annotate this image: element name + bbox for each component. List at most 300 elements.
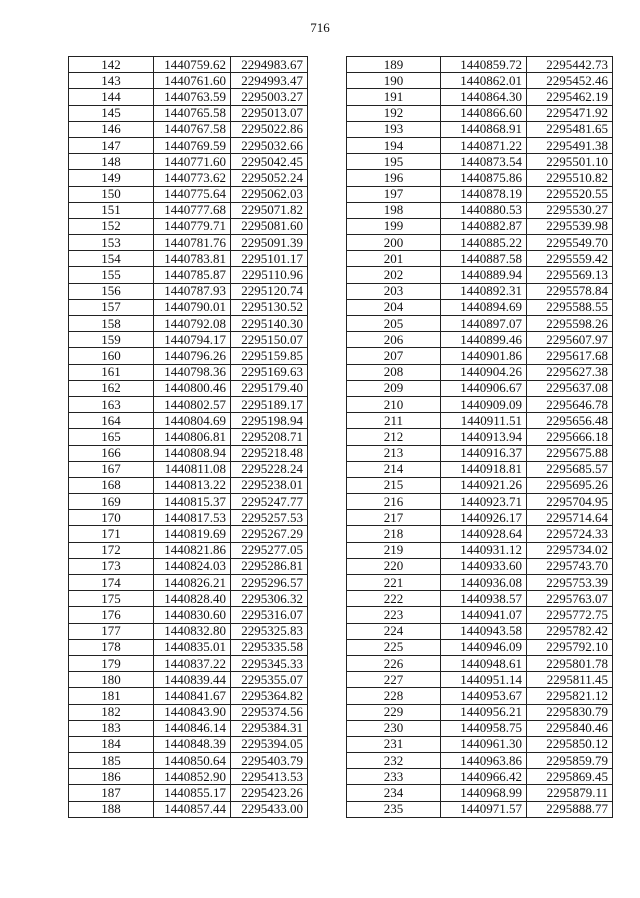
- y-coordinate-cell: 2295859.79: [527, 753, 613, 769]
- table-row: [347, 607, 613, 623]
- x-coordinate-cell: 1440882.87: [441, 218, 527, 234]
- y-coordinate-cell: 2295879.11: [527, 785, 613, 801]
- x-coordinate-cell: 1440792.08: [154, 316, 231, 332]
- x-coordinate-cell: 1440850.64: [154, 753, 231, 769]
- y-coordinate-cell: 2295627.38: [527, 364, 613, 380]
- point-number-cell: 156: [69, 283, 154, 299]
- x-coordinate-cell: 1440767.58: [154, 121, 231, 137]
- x-coordinate-cell: 1440794.17: [154, 332, 231, 348]
- y-coordinate-cell: 2295869.45: [527, 769, 613, 785]
- y-coordinate-cell: 2295471.92: [527, 105, 613, 121]
- point-number-cell: 220: [347, 558, 441, 574]
- y-coordinate-cell: 2295130.52: [231, 299, 308, 315]
- y-coordinate-cell: 2295830.79: [527, 704, 613, 720]
- table-row: [347, 785, 613, 801]
- table-row: [347, 591, 613, 607]
- point-number-cell: 223: [347, 607, 441, 623]
- y-coordinate-cell: 2295840.46: [527, 720, 613, 736]
- table-row: [69, 477, 308, 493]
- y-coordinate-cell: 2295179.40: [231, 380, 308, 396]
- y-coordinate-cell: 2295022.86: [231, 121, 308, 137]
- x-coordinate-cell: 1440855.17: [154, 785, 231, 801]
- table-row: [347, 672, 613, 688]
- point-number-cell: 209: [347, 380, 441, 396]
- y-coordinate-cell: 2295539.98: [527, 218, 613, 234]
- y-coordinate-cell: 2295549.70: [527, 235, 613, 251]
- y-coordinate-cell: 2295598.26: [527, 316, 613, 332]
- point-number-cell: 155: [69, 267, 154, 283]
- y-coordinate-cell: 2295218.48: [231, 445, 308, 461]
- y-coordinate-cell: 2295101.17: [231, 251, 308, 267]
- point-number-cell: 185: [69, 753, 154, 769]
- table-row: [347, 753, 613, 769]
- point-number-cell: 157: [69, 299, 154, 315]
- x-coordinate-cell: 1440916.37: [441, 445, 527, 461]
- x-coordinate-cell: 1440773.62: [154, 170, 231, 186]
- point-number-cell: 142: [69, 57, 154, 73]
- y-coordinate-cell: 2295159.85: [231, 348, 308, 364]
- point-number-cell: 193: [347, 121, 441, 137]
- table-row: [347, 623, 613, 639]
- table-row: [347, 332, 613, 348]
- y-coordinate-cell: 2295394.05: [231, 736, 308, 752]
- point-number-cell: 165: [69, 429, 154, 445]
- x-coordinate-cell: 1440911.51: [441, 413, 527, 429]
- x-coordinate-cell: 1440813.22: [154, 477, 231, 493]
- table-row: [347, 170, 613, 186]
- table-row: [69, 575, 308, 591]
- y-coordinate-cell: 2295491.38: [527, 137, 613, 153]
- point-number-cell: 191: [347, 89, 441, 105]
- y-coordinate-cell: 2295081.60: [231, 218, 308, 234]
- y-coordinate-cell: 2294993.47: [231, 73, 308, 89]
- point-number-cell: 159: [69, 332, 154, 348]
- y-coordinate-cell: 2295588.55: [527, 299, 613, 315]
- point-number-cell: 149: [69, 170, 154, 186]
- point-number-cell: 229: [347, 704, 441, 720]
- point-number-cell: 202: [347, 267, 441, 283]
- table-row: [69, 105, 308, 121]
- point-number-cell: 227: [347, 672, 441, 688]
- table-row: [347, 429, 613, 445]
- y-coordinate-cell: 2295003.27: [231, 89, 308, 105]
- x-coordinate-cell: 1440913.94: [441, 429, 527, 445]
- x-coordinate-cell: 1440837.22: [154, 655, 231, 671]
- table-row: [347, 202, 613, 218]
- point-number-cell: 208: [347, 364, 441, 380]
- y-coordinate-cell: 2295433.00: [231, 801, 308, 817]
- point-number-cell: 189: [347, 57, 441, 73]
- y-coordinate-cell: 2295801.78: [527, 655, 613, 671]
- x-coordinate-cell: 1440966.42: [441, 769, 527, 785]
- point-number-cell: 181: [69, 688, 154, 704]
- table-row: [347, 89, 613, 105]
- table-row: [347, 526, 613, 542]
- table-row: [69, 558, 308, 574]
- y-coordinate-cell: 2295782.42: [527, 623, 613, 639]
- table-row: [347, 510, 613, 526]
- y-coordinate-cell: 2295384.31: [231, 720, 308, 736]
- y-coordinate-cell: 2295675.88: [527, 445, 613, 461]
- x-coordinate-cell: 1440862.01: [441, 73, 527, 89]
- y-coordinate-cell: 2295724.33: [527, 526, 613, 542]
- table-row: [69, 753, 308, 769]
- table-row: [69, 542, 308, 558]
- table-row: [347, 655, 613, 671]
- y-coordinate-cell: 2295462.19: [527, 89, 613, 105]
- point-number-cell: 228: [347, 688, 441, 704]
- x-coordinate-cell: 1440819.69: [154, 526, 231, 542]
- table-row: [69, 170, 308, 186]
- x-coordinate-cell: 1440868.91: [441, 121, 527, 137]
- table-row: [69, 461, 308, 477]
- x-coordinate-cell: 1440830.60: [154, 607, 231, 623]
- x-coordinate-cell: 1440765.58: [154, 105, 231, 121]
- y-coordinate-cell: 2295198.94: [231, 413, 308, 429]
- x-coordinate-cell: 1440943.58: [441, 623, 527, 639]
- y-coordinate-cell: 2295062.03: [231, 186, 308, 202]
- table-row: [347, 769, 613, 785]
- y-coordinate-cell: 2295811.45: [527, 672, 613, 688]
- table-row: [69, 332, 308, 348]
- table-row: [69, 154, 308, 170]
- x-coordinate-cell: 1440843.90: [154, 704, 231, 720]
- point-number-cell: 188: [69, 801, 154, 817]
- y-coordinate-cell: 2295335.58: [231, 639, 308, 655]
- y-coordinate-cell: 2295189.17: [231, 396, 308, 412]
- y-coordinate-cell: 2295247.77: [231, 494, 308, 510]
- y-coordinate-cell: 2295403.79: [231, 753, 308, 769]
- point-number-cell: 164: [69, 413, 154, 429]
- point-number-cell: 195: [347, 154, 441, 170]
- x-coordinate-cell: 1440951.14: [441, 672, 527, 688]
- table-row: [69, 121, 308, 137]
- y-coordinate-cell: 2295888.77: [527, 801, 613, 817]
- y-coordinate-cell: 2295257.53: [231, 510, 308, 526]
- x-coordinate-cell: 1440832.80: [154, 623, 231, 639]
- table-row: [69, 251, 308, 267]
- x-coordinate-cell: 1440763.59: [154, 89, 231, 105]
- table-row: [69, 413, 308, 429]
- y-coordinate-cell: 2295452.46: [527, 73, 613, 89]
- point-number-cell: 196: [347, 170, 441, 186]
- table-row: [69, 202, 308, 218]
- table-row: [347, 461, 613, 477]
- x-coordinate-cell: 1440759.62: [154, 57, 231, 73]
- point-number-cell: 186: [69, 769, 154, 785]
- y-coordinate-cell: 2295442.73: [527, 57, 613, 73]
- point-number-cell: 161: [69, 364, 154, 380]
- y-coordinate-cell: 2295325.83: [231, 623, 308, 639]
- x-coordinate-cell: 1440835.01: [154, 639, 231, 655]
- point-number-cell: 158: [69, 316, 154, 332]
- y-coordinate-cell: 2295345.33: [231, 655, 308, 671]
- point-number-cell: 231: [347, 736, 441, 752]
- y-coordinate-cell: 2295743.70: [527, 558, 613, 574]
- point-number-cell: 160: [69, 348, 154, 364]
- x-coordinate-cell: 1440873.54: [441, 154, 527, 170]
- x-coordinate-cell: 1440880.53: [441, 202, 527, 218]
- table-row: [347, 704, 613, 720]
- table-row: [347, 267, 613, 283]
- point-number-cell: 175: [69, 591, 154, 607]
- table-row: [347, 413, 613, 429]
- table-row: [69, 526, 308, 542]
- table-row: [69, 591, 308, 607]
- table-row: [69, 283, 308, 299]
- table-row: [69, 429, 308, 445]
- x-coordinate-cell: 1440761.60: [154, 73, 231, 89]
- point-number-cell: 187: [69, 785, 154, 801]
- table-row: [69, 801, 308, 817]
- table-row: [69, 672, 308, 688]
- x-coordinate-cell: 1440933.60: [441, 558, 527, 574]
- y-coordinate-cell: 2295763.07: [527, 591, 613, 607]
- table-row: [347, 639, 613, 655]
- x-coordinate-cell: 1440871.22: [441, 137, 527, 153]
- x-coordinate-cell: 1440894.69: [441, 299, 527, 315]
- table-row: [69, 510, 308, 526]
- x-coordinate-cell: 1440941.07: [441, 607, 527, 623]
- x-coordinate-cell: 1440864.30: [441, 89, 527, 105]
- point-number-cell: 163: [69, 396, 154, 412]
- point-number-cell: 182: [69, 704, 154, 720]
- x-coordinate-cell: 1440859.72: [441, 57, 527, 73]
- table-row: [347, 154, 613, 170]
- point-number-cell: 221: [347, 575, 441, 591]
- x-coordinate-cell: 1440811.08: [154, 461, 231, 477]
- point-number-cell: 169: [69, 494, 154, 510]
- coordinates-table-left-body: [69, 57, 308, 818]
- table-row: [347, 137, 613, 153]
- table-row: [347, 316, 613, 332]
- point-number-cell: 178: [69, 639, 154, 655]
- table-row: [347, 57, 613, 73]
- x-coordinate-cell: 1440889.94: [441, 267, 527, 283]
- x-coordinate-cell: 1440800.46: [154, 380, 231, 396]
- x-coordinate-cell: 1440808.94: [154, 445, 231, 461]
- table-row: [347, 688, 613, 704]
- point-number-cell: 152: [69, 218, 154, 234]
- table-row: [347, 380, 613, 396]
- x-coordinate-cell: 1440899.46: [441, 332, 527, 348]
- point-number-cell: 172: [69, 542, 154, 558]
- point-number-cell: 144: [69, 89, 154, 105]
- point-number-cell: 145: [69, 105, 154, 121]
- point-number-cell: 162: [69, 380, 154, 396]
- point-number-cell: 171: [69, 526, 154, 542]
- x-coordinate-cell: 1440779.71: [154, 218, 231, 234]
- table-row: [69, 299, 308, 315]
- table-row: [69, 688, 308, 704]
- table-row: [69, 769, 308, 785]
- y-coordinate-cell: 2295286.81: [231, 558, 308, 574]
- y-coordinate-cell: 2295013.07: [231, 105, 308, 121]
- point-number-cell: 204: [347, 299, 441, 315]
- y-coordinate-cell: 2295169.63: [231, 364, 308, 380]
- point-number-cell: 167: [69, 461, 154, 477]
- x-coordinate-cell: 1440866.60: [441, 105, 527, 121]
- x-coordinate-cell: 1440821.86: [154, 542, 231, 558]
- y-coordinate-cell: 2295646.78: [527, 396, 613, 412]
- table-row: [347, 186, 613, 202]
- y-coordinate-cell: 2295364.82: [231, 688, 308, 704]
- x-coordinate-cell: 1440798.36: [154, 364, 231, 380]
- point-number-cell: 168: [69, 477, 154, 493]
- point-number-cell: 176: [69, 607, 154, 623]
- x-coordinate-cell: 1440958.75: [441, 720, 527, 736]
- table-row: [69, 186, 308, 202]
- table-row: [347, 283, 613, 299]
- point-number-cell: 143: [69, 73, 154, 89]
- y-coordinate-cell: 2295052.24: [231, 170, 308, 186]
- y-coordinate-cell: 2295666.18: [527, 429, 613, 445]
- point-number-cell: 224: [347, 623, 441, 639]
- y-coordinate-cell: 2295569.13: [527, 267, 613, 283]
- y-coordinate-cell: 2295228.24: [231, 461, 308, 477]
- table-row: [69, 73, 308, 89]
- x-coordinate-cell: 1440968.99: [441, 785, 527, 801]
- point-number-cell: 179: [69, 655, 154, 671]
- x-coordinate-cell: 1440931.12: [441, 542, 527, 558]
- point-number-cell: 174: [69, 575, 154, 591]
- y-coordinate-cell: 2295032.66: [231, 137, 308, 153]
- table-row: [69, 218, 308, 234]
- x-coordinate-cell: 1440963.86: [441, 753, 527, 769]
- y-coordinate-cell: 2295559.42: [527, 251, 613, 267]
- x-coordinate-cell: 1440875.86: [441, 170, 527, 186]
- table-row: [69, 623, 308, 639]
- x-coordinate-cell: 1440885.22: [441, 235, 527, 251]
- table-row: [69, 364, 308, 380]
- point-number-cell: 225: [347, 639, 441, 655]
- y-coordinate-cell: 2295685.57: [527, 461, 613, 477]
- x-coordinate-cell: 1440921.26: [441, 477, 527, 493]
- point-number-cell: 218: [347, 526, 441, 542]
- y-coordinate-cell: 2295617.68: [527, 348, 613, 364]
- point-number-cell: 234: [347, 785, 441, 801]
- table-row: [347, 542, 613, 558]
- x-coordinate-cell: 1440839.44: [154, 672, 231, 688]
- y-coordinate-cell: 2295110.96: [231, 267, 308, 283]
- point-number-cell: 230: [347, 720, 441, 736]
- x-coordinate-cell: 1440887.58: [441, 251, 527, 267]
- point-number-cell: 222: [347, 591, 441, 607]
- y-coordinate-cell: 2295277.05: [231, 542, 308, 558]
- point-number-cell: 232: [347, 753, 441, 769]
- x-coordinate-cell: 1440901.86: [441, 348, 527, 364]
- table-row: [69, 267, 308, 283]
- table-row: [69, 607, 308, 623]
- y-coordinate-cell: 2295753.39: [527, 575, 613, 591]
- point-number-cell: 199: [347, 218, 441, 234]
- point-number-cell: 148: [69, 154, 154, 170]
- y-coordinate-cell: 2294983.67: [231, 57, 308, 73]
- x-coordinate-cell: 1440769.59: [154, 137, 231, 153]
- table-row: [347, 396, 613, 412]
- point-number-cell: 194: [347, 137, 441, 153]
- y-coordinate-cell: 2295071.82: [231, 202, 308, 218]
- x-coordinate-cell: 1440796.26: [154, 348, 231, 364]
- y-coordinate-cell: 2295714.64: [527, 510, 613, 526]
- point-number-cell: 216: [347, 494, 441, 510]
- x-coordinate-cell: 1440826.21: [154, 575, 231, 591]
- point-number-cell: 180: [69, 672, 154, 688]
- point-number-cell: 150: [69, 186, 154, 202]
- table-row: [69, 736, 308, 752]
- table-row: [347, 445, 613, 461]
- x-coordinate-cell: 1440892.31: [441, 283, 527, 299]
- point-number-cell: 200: [347, 235, 441, 251]
- y-coordinate-cell: 2295374.56: [231, 704, 308, 720]
- point-number-cell: 211: [347, 413, 441, 429]
- x-coordinate-cell: 1440841.67: [154, 688, 231, 704]
- table-row: [347, 720, 613, 736]
- point-number-cell: 190: [347, 73, 441, 89]
- point-number-cell: 147: [69, 137, 154, 153]
- y-coordinate-cell: 2295530.27: [527, 202, 613, 218]
- x-coordinate-cell: 1440777.68: [154, 202, 231, 218]
- y-coordinate-cell: 2295656.48: [527, 413, 613, 429]
- y-coordinate-cell: 2295850.12: [527, 736, 613, 752]
- table-row: [69, 785, 308, 801]
- x-coordinate-cell: 1440971.57: [441, 801, 527, 817]
- x-coordinate-cell: 1440956.21: [441, 704, 527, 720]
- y-coordinate-cell: 2295267.29: [231, 526, 308, 542]
- x-coordinate-cell: 1440909.09: [441, 396, 527, 412]
- y-coordinate-cell: 2295306.32: [231, 591, 308, 607]
- x-coordinate-cell: 1440938.57: [441, 591, 527, 607]
- point-number-cell: 170: [69, 510, 154, 526]
- table-row: [69, 720, 308, 736]
- point-number-cell: 214: [347, 461, 441, 477]
- x-coordinate-cell: 1440857.44: [154, 801, 231, 817]
- point-number-cell: 235: [347, 801, 441, 817]
- x-coordinate-cell: 1440817.53: [154, 510, 231, 526]
- x-coordinate-cell: 1440928.64: [441, 526, 527, 542]
- x-coordinate-cell: 1440802.57: [154, 396, 231, 412]
- y-coordinate-cell: 2295238.01: [231, 477, 308, 493]
- y-coordinate-cell: 2295423.26: [231, 785, 308, 801]
- x-coordinate-cell: 1440790.01: [154, 299, 231, 315]
- x-coordinate-cell: 1440804.69: [154, 413, 231, 429]
- point-number-cell: 226: [347, 655, 441, 671]
- table-row: [69, 639, 308, 655]
- y-coordinate-cell: 2295091.39: [231, 235, 308, 251]
- x-coordinate-cell: 1440953.67: [441, 688, 527, 704]
- x-coordinate-cell: 1440846.14: [154, 720, 231, 736]
- point-number-cell: 219: [347, 542, 441, 558]
- table-row: [69, 137, 308, 153]
- table-row: [69, 380, 308, 396]
- point-number-cell: 205: [347, 316, 441, 332]
- y-coordinate-cell: 2295607.97: [527, 332, 613, 348]
- y-coordinate-cell: 2295296.57: [231, 575, 308, 591]
- table-row: [69, 57, 308, 73]
- x-coordinate-cell: 1440785.87: [154, 267, 231, 283]
- table-row: [69, 655, 308, 671]
- point-number-cell: 153: [69, 235, 154, 251]
- y-coordinate-cell: 2295042.45: [231, 154, 308, 170]
- x-coordinate-cell: 1440923.71: [441, 494, 527, 510]
- table-row: [347, 348, 613, 364]
- y-coordinate-cell: 2295704.95: [527, 494, 613, 510]
- table-row: [347, 105, 613, 121]
- table-row: [69, 704, 308, 720]
- table-row: [69, 494, 308, 510]
- coordinates-table-right-body: [347, 57, 613, 818]
- table-row: [347, 73, 613, 89]
